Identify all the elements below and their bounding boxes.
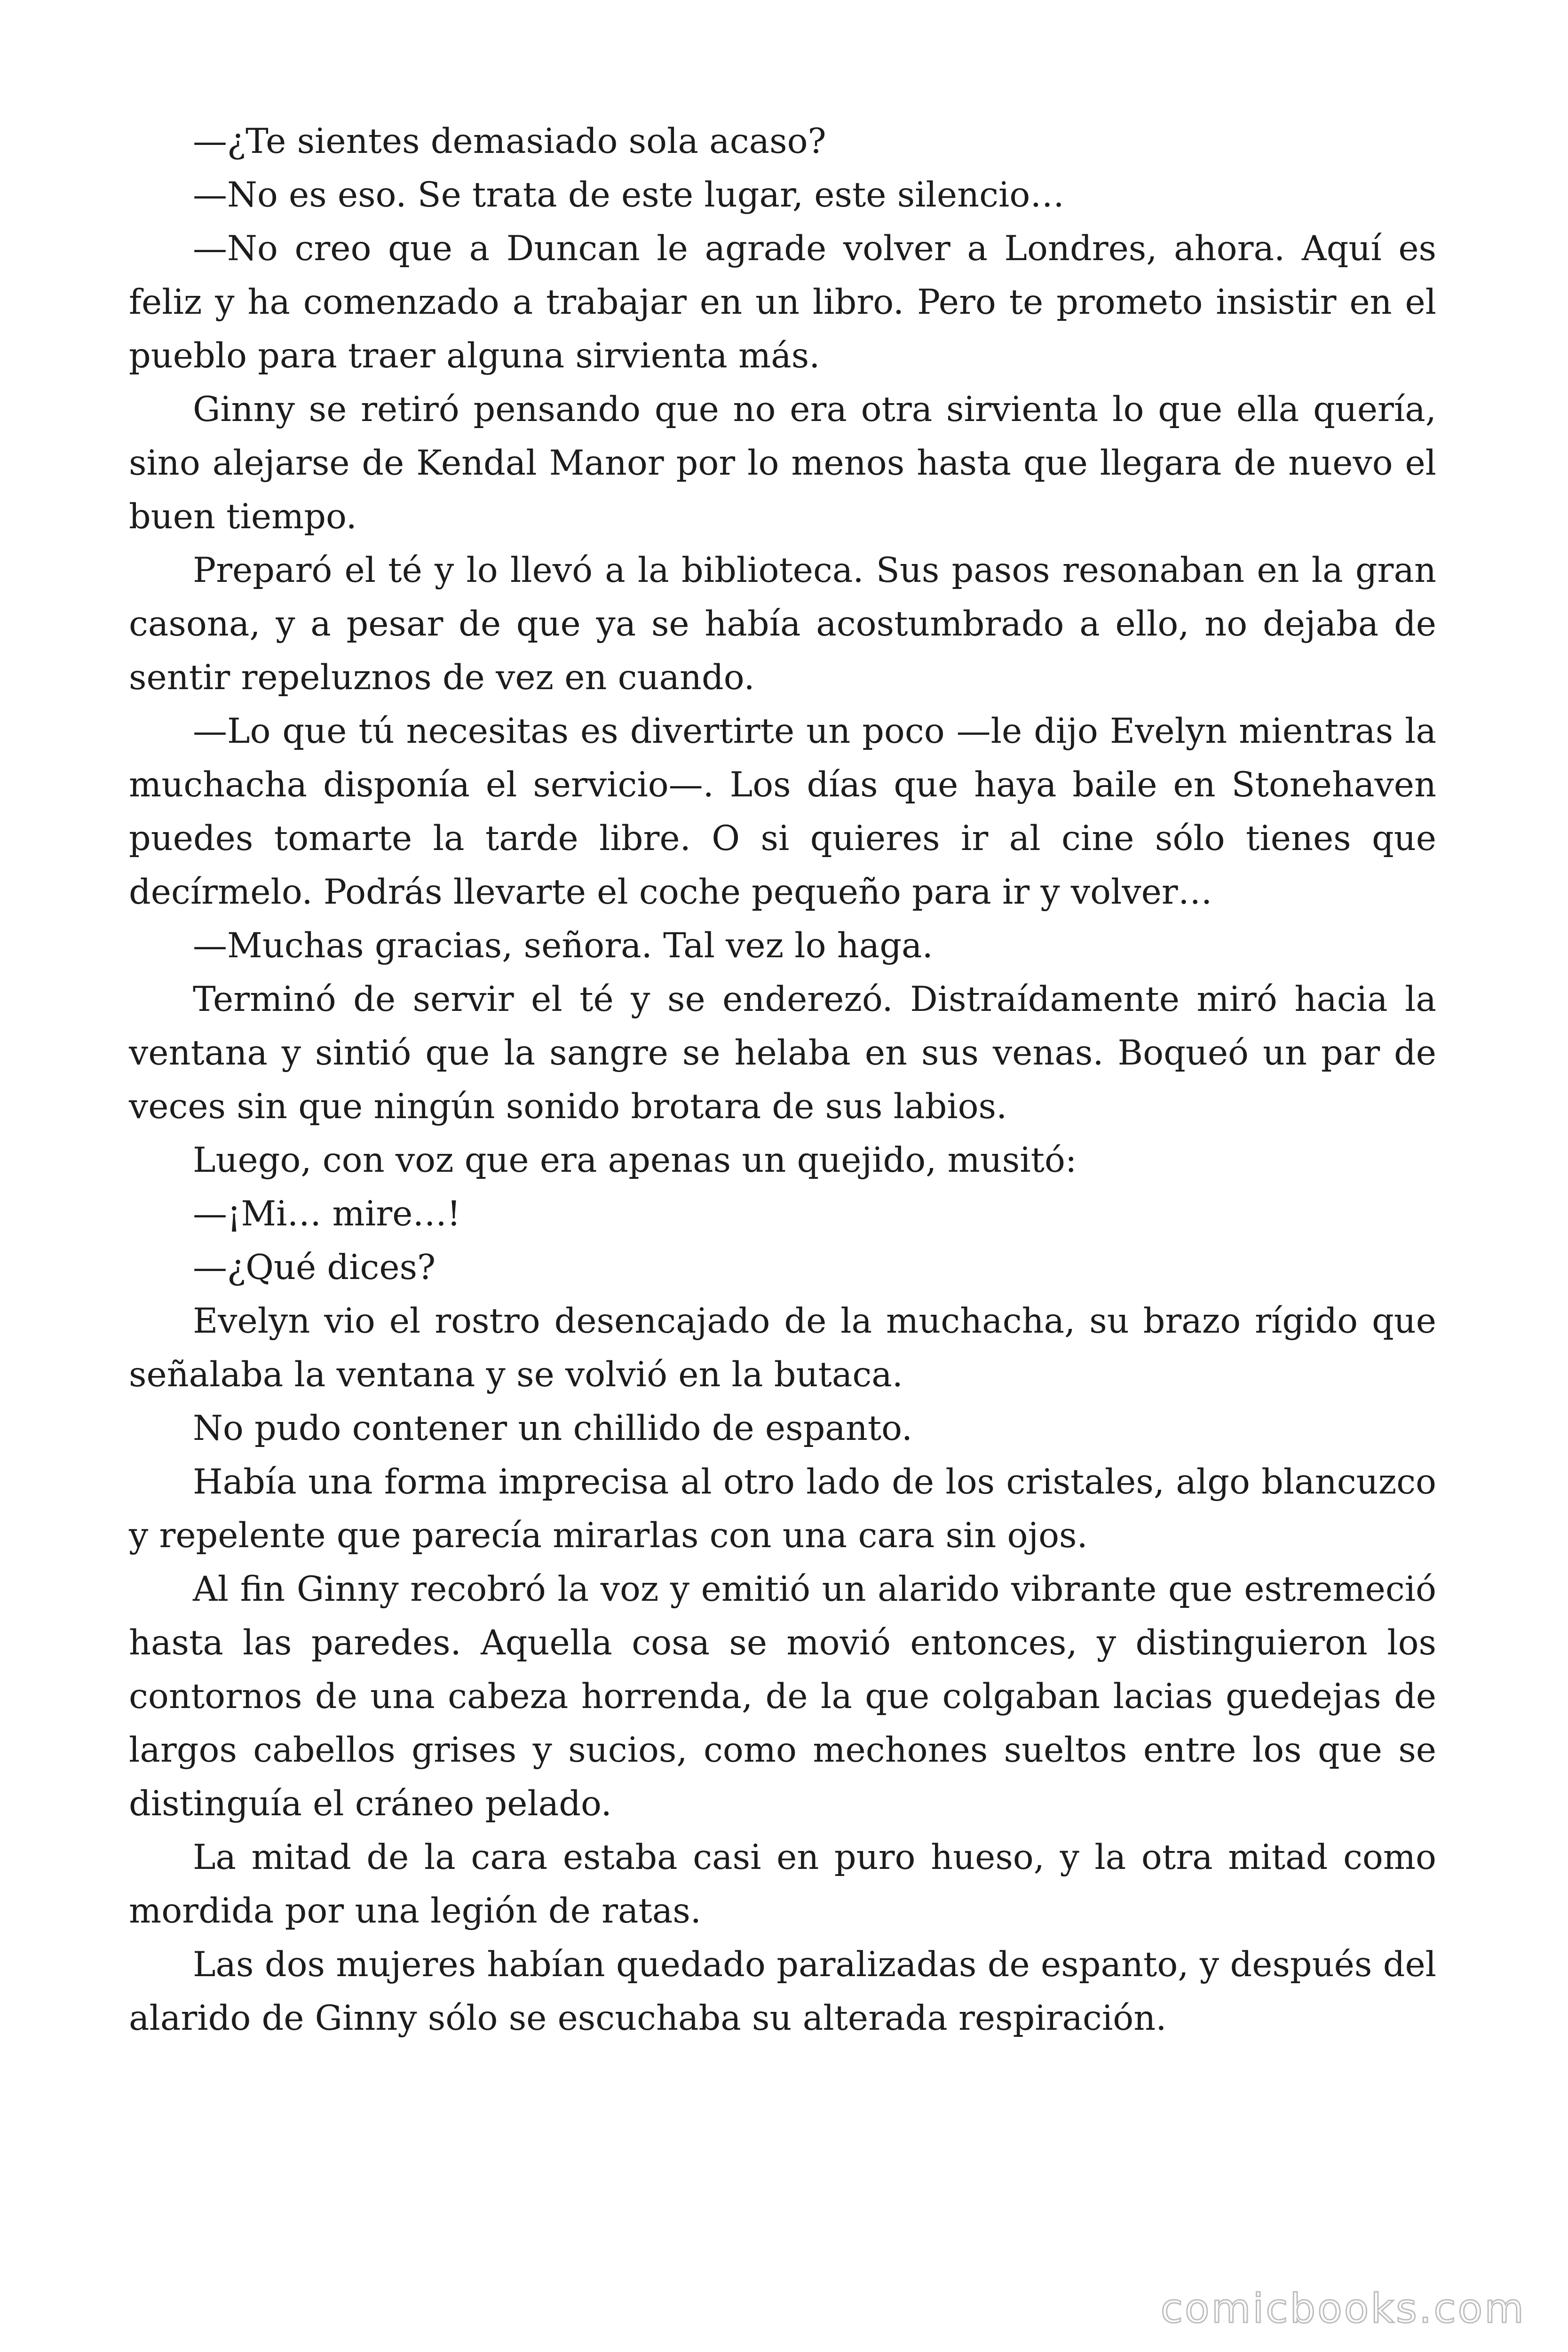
watermark: comicbooks.com xyxy=(1160,2285,1526,2332)
paragraph: —No creo que a Duncan le agrade volver a Londres, ahora. Aquí es feliz y ha comenzado a trabajar en un libro. Pero te prometo insistir en el pueblo para traer alguna sirvienta más. xyxy=(129,229,1436,376)
paragraph: No pudo contener un chillido de espanto. xyxy=(193,1408,913,1448)
page-body xyxy=(129,115,1436,2045)
paragraph: —No es eso. Se trata de este lugar, este silencio… xyxy=(193,175,1065,215)
paragraph: Evelyn vio el rostro desencajado de la muchacha, su brazo rígido que señalaba la ventana y se volvió en la butaca. xyxy=(129,1301,1436,1395)
paragraph: Ginny se retiró pensando que no era otra sirvienta lo que ella quería, sino alejarse de Kendal Manor por lo menos hasta que llegara de nuevo el buen tiempo. xyxy=(129,389,1436,537)
paragraph: Terminó de servir el té y se enderezó. Distraídamente miró hacia la ventana y sintió que la sangre se helaba en sus venas. Boqueó un par de veces sin que ningún sonido brotara de sus labios. xyxy=(129,979,1436,1127)
paragraph: —Lo que tú necesitas es divertirte un poco —le dijo Evelyn mientras la muchacha disponía el servicio—. Los días que haya baile en Stonehaven puedes tomarte la tarde libre. O si quieres ir al cine sólo tienes que decírmelo. Podrás llevarte el coche pequeño para ir y volver… xyxy=(129,711,1436,912)
paragraph: —¡Mi… mire…! xyxy=(193,1194,461,1234)
paragraph: Había una forma imprecisa al otro lado de los cristales, algo blancuzco y repelente que parecía mirarlas con una cara sin ojos. xyxy=(129,1462,1436,1556)
paragraph: Luego, con voz que era apenas un quejido, musitó: xyxy=(193,1140,1077,1180)
paragraph: Al fin Ginny recobró la voz y emitió un alarido vibrante que estremeció hasta las paredes. Aquella cosa se movió entonces, y distinguieron los contornos de una cabeza horrenda, de la que colgaban lacias guedejas de largos cabellos grises y sucios, como mechones sueltos entre los que se distinguía el cráneo pelado. xyxy=(129,1569,1436,1824)
paragraph: —Muchas gracias, señora. Tal vez lo haga. xyxy=(193,926,933,966)
paragraph: La mitad de la cara estaba casi en puro hueso, y la otra mitad como mordida por una legión de ratas. xyxy=(129,1837,1436,1931)
paragraph: Preparó el té y lo llevó a la biblioteca. Sus pasos resonaban en la gran casona, y a pesar de que ya se había acostumbrado a ello, no dejaba de sentir repeluznos de vez en cuando. xyxy=(129,550,1436,698)
paragraph: Las dos mujeres habían quedado paralizadas de espanto, y después del alarido de Ginny sólo se escuchaba su alterada respiración. xyxy=(129,1945,1436,2038)
paragraph: —¿Qué dices? xyxy=(193,1248,436,1287)
paragraph: —¿Te sientes demasiado sola acaso? xyxy=(193,121,826,161)
